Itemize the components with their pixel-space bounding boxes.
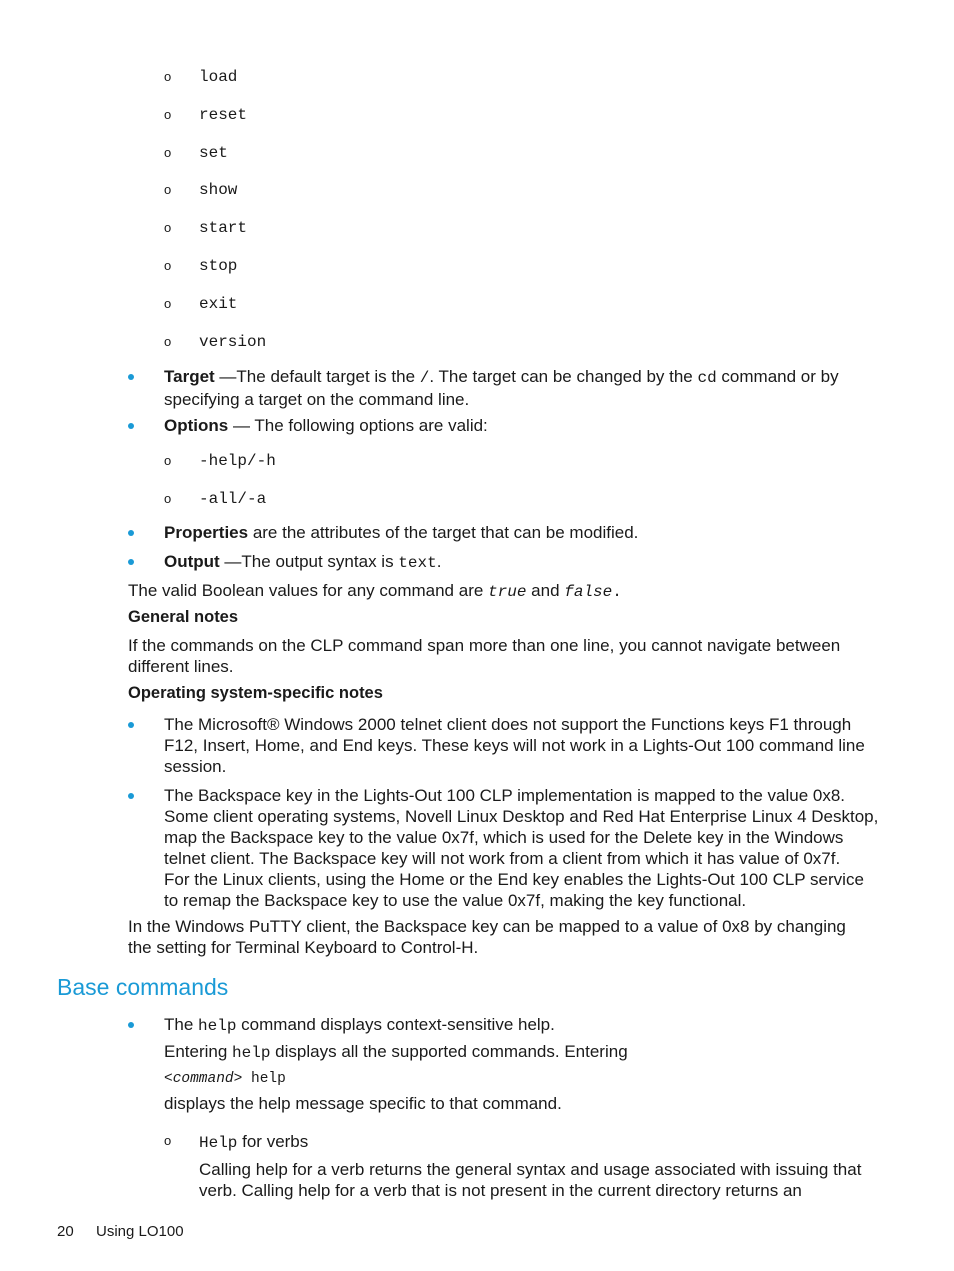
putty-paragraph (128, 916, 846, 958)
paragraph-line: map the Backspace key to the value 0x7f, which is used for the Delete key in the Windows (164, 828, 844, 847)
paragraph-line: displays the help message specific to that command. (164, 1094, 562, 1113)
verb-item: load (199, 68, 238, 86)
paragraph-line: different lines. (128, 657, 234, 676)
footer-section: Using LO100 (96, 1223, 184, 1240)
verb-item: set (199, 144, 228, 162)
circle-bullet-icon: o (164, 182, 172, 197)
help-verbs-text: for verbs (237, 1132, 309, 1151)
output-label: Output (164, 552, 220, 571)
help-text: command displays context-sensitive help. (236, 1015, 555, 1034)
options-item (164, 415, 488, 436)
paragraph-line: If the commands on the CLP command span more than one line, you cannot navigate between (128, 636, 841, 655)
bullet-icon (128, 530, 134, 536)
paragraph-line: verb. Calling help for a verb that is not present in the current directory returns an (199, 1181, 802, 1200)
paragraph-line: In the Windows PuTTY client, the Backspace key can be mapped to a value of 0x8 by changing (128, 917, 846, 936)
paragraph-line: the setting for Terminal Keyboard to Control-H. (128, 938, 479, 957)
code-slash: / (419, 369, 430, 387)
options-text: — The following options are valid: (228, 416, 488, 435)
properties-label: Properties (164, 523, 249, 542)
general-notes-heading: General notes (128, 608, 239, 626)
code-text: text (398, 554, 437, 572)
boolean-text: . (612, 583, 622, 601)
os-note-item (164, 714, 865, 777)
circle-bullet-icon: o (164, 220, 172, 235)
os-notes-heading: Operating system-specific notes (128, 684, 383, 702)
paragraph-line: Calling help for a verb returns the general syntax and usage associated with issuing that (199, 1160, 862, 1179)
syntax-text: < (164, 1071, 173, 1087)
page-number: 20 (57, 1223, 74, 1240)
output-text: —The output syntax is (219, 552, 399, 571)
help-text: The (164, 1015, 199, 1034)
paragraph-line: to remap the Backspace key to use the value 0x7f, making the key functional. (164, 891, 747, 910)
target-label: Target (164, 367, 215, 386)
bullet-icon (128, 374, 134, 380)
target-text: —The default target is the (214, 367, 420, 386)
bullet-icon (128, 423, 134, 429)
boolean-text: and (526, 581, 565, 600)
circle-bullet-icon: o (164, 453, 172, 468)
option-item: -all/-a (199, 490, 267, 508)
code-true: true (488, 583, 527, 601)
boolean-text: The valid Boolean values for any command are (128, 581, 489, 600)
circle-bullet-icon: o (164, 69, 172, 84)
paragraph-line: F12, Insert, Home, and End keys. These keys will not work in a Lights-Out 100 command line (164, 736, 865, 755)
bullet-icon (128, 559, 134, 565)
verb-item: show (199, 181, 238, 199)
paragraph-line: For the Linux clients, using the Home or the End key enables the Lights-Out 100 CLP service (164, 870, 864, 889)
circle-bullet-icon: o (164, 334, 172, 349)
verb-item: exit (199, 295, 238, 313)
output-text: . (436, 552, 442, 571)
paragraph-line: Some client operating systems, Novell Linux Desktop and Red Hat Enterprise Linux 4 Desktop, (164, 807, 879, 826)
section-heading: Base commands (57, 974, 229, 1000)
code-help: Help (199, 1134, 238, 1152)
circle-bullet-icon: o (164, 1133, 172, 1148)
syntax-placeholder: command (172, 1071, 234, 1087)
help-verbs-item (199, 1131, 308, 1154)
option-item: -help/-h (199, 452, 276, 470)
target-text-line2: specifying a target on the command line. (164, 390, 470, 409)
help-item (164, 1014, 555, 1037)
entering-text: displays all the supported commands. Entering (270, 1042, 628, 1061)
paragraph-line: The Microsoft® Windows 2000 telnet client does not support the Functions keys F1 through (164, 715, 852, 734)
command-syntax (164, 1069, 286, 1090)
code-help: help (198, 1017, 237, 1035)
bullet-icon (128, 1022, 134, 1028)
os-note-item (164, 785, 878, 911)
bullet-icon (128, 793, 134, 799)
paragraph-line: The Backspace key in the Lights-Out 100 CLP implementation is mapped to the value 0x8. (164, 786, 846, 805)
code-cd: cd (697, 369, 717, 387)
help-verbs-paragraph (199, 1159, 861, 1201)
circle-bullet-icon: o (164, 491, 172, 506)
options-label: Options (164, 416, 229, 435)
entering-text: Entering (164, 1042, 233, 1061)
bullet-icon (128, 722, 134, 728)
boolean-paragraph (128, 580, 622, 603)
paragraph-line: session. (164, 757, 227, 776)
verb-item: start (199, 219, 248, 237)
target-text: command or by (716, 367, 839, 386)
general-notes-paragraph (128, 635, 840, 677)
circle-bullet-icon: o (164, 107, 172, 122)
verb-item: stop (199, 257, 238, 275)
target-item (164, 366, 839, 410)
verb-item: version (199, 333, 267, 351)
paragraph-line: telnet client. The Backspace key will not work from a client from which it has value of 0x7f. (164, 849, 841, 868)
code-help: help (232, 1044, 271, 1062)
entering-paragraph (164, 1041, 628, 1064)
circle-bullet-icon: o (164, 258, 172, 273)
circle-bullet-icon: o (164, 296, 172, 311)
code-false: false (564, 583, 613, 601)
properties-item (164, 522, 638, 543)
output-item (164, 551, 441, 574)
syntax-text: > help (233, 1071, 286, 1087)
properties-text: are the attributes of the target that can be modified. (248, 523, 639, 542)
circle-bullet-icon: o (164, 145, 172, 160)
target-text: . The target can be changed by the (429, 367, 698, 386)
displays-paragraph (164, 1093, 562, 1114)
verb-item: reset (199, 106, 248, 124)
